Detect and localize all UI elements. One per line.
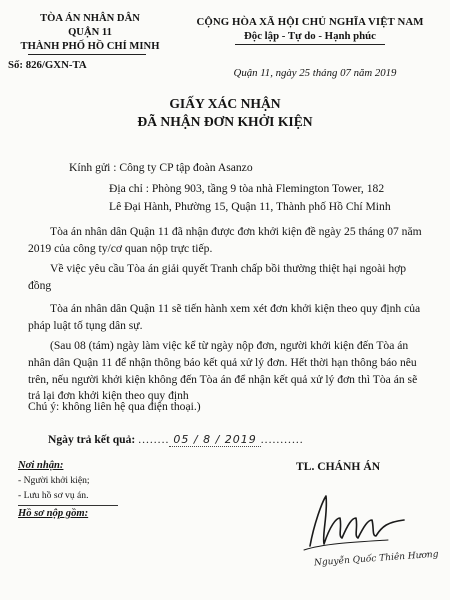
motto-underline — [235, 44, 385, 45]
national-header — [180, 16, 440, 45]
court-line-2: QUẬN 11 — [68, 26, 112, 38]
addressee-line: Kính gửi : Công ty CP tập đoàn Asanzo — [69, 161, 253, 174]
document-number-text: Số: 826/GXN-TA — [8, 59, 87, 71]
court-line-1: TÒA ÁN NHÂN DÂN — [40, 13, 140, 24]
recipients-title: Nơi nhận: — [18, 460, 64, 471]
court-name-block — [10, 12, 170, 53]
header-divider — [28, 54, 146, 55]
return-date-label: Ngày trả kết quả: — [48, 433, 136, 446]
date-line: Quận 11, ngày 25 tháng 07 năm 2019 — [233, 67, 397, 79]
signer-title: TL. CHÁNH ÁN — [296, 460, 381, 473]
recipients-list — [18, 474, 90, 503]
document-number — [8, 54, 166, 71]
return-date: Ngày trả kết quả: ........ 05 / 8 / 2019 ........... — [48, 433, 304, 446]
filed-documents-title: Hồ sơ nộp gồm: — [18, 508, 89, 519]
body-paragraph-2: Về việc yêu cầu Tòa án giải quyết Tranh chấp bồi thường thiệt hại ngoài hợp đồng — [28, 262, 407, 292]
nation-name: CỘNG HÒA XÃ HỘI CHỦ NGHĨA VIỆT NAM — [196, 16, 424, 28]
body-paragraph-1: Tòa án nhân dân Quận 11 đã nhận được đơn khởi kiện đề ngày 25 tháng 07 năm 2019 của công ty/cơ quan nộp trực tiếp. — [28, 225, 422, 255]
signer-name: Nguyễn Quốc Thiên Hương — [313, 549, 439, 569]
title-line-2: ĐÃ NHẬN ĐƠN KHỞI KIỆN — [137, 114, 313, 129]
address-line-2: Lê Đại Hành, Phường 15, Quận 11, Thành phố Hồ Chí Minh — [109, 200, 391, 213]
address-line-1: Địa chỉ : Phòng 903, tầng 9 tòa nhà Flemington Tower, 182 — [109, 182, 385, 195]
title-line-1: GIẤY XÁC NHẬN — [169, 96, 281, 111]
return-date-value: 05 / 8 / 2019 — [169, 433, 260, 447]
phone-note: Chú ý: không liên hệ qua điện thoại.) — [28, 400, 201, 413]
national-motto: Độc lập - Tự do - Hạnh phúc — [244, 30, 376, 42]
document-title — [0, 95, 450, 131]
body-paragraph-4: (Sau 08 (tám) ngày làm việc kể từ ngày nộp đơn, người khởi kiện đến Tòa án nhân dân Quận 11 để nhận thông báo kết quả xử lý đơn. Hết thời hạn thông báo nêu trên, nếu người khởi kiện không đến Tòa án để nhận kết quả xử lý đơn thì Tòa án sẽ trả lại đơn khởi kiện theo quy định — [28, 339, 418, 403]
recipient-item: - Người khởi kiện; — [18, 475, 90, 486]
recipient-item: - Lưu hồ sơ vụ án. — [18, 489, 89, 501]
recipients-divider — [18, 505, 118, 506]
court-line-3: THÀNH PHỐ HỒ CHÍ MINH — [20, 40, 160, 52]
body-paragraph-3: Tòa án nhân dân Quận 11 sẽ tiến hành xem xét đơn khởi kiện theo quy định của pháp luật tố tụng dân sự. — [28, 302, 421, 332]
